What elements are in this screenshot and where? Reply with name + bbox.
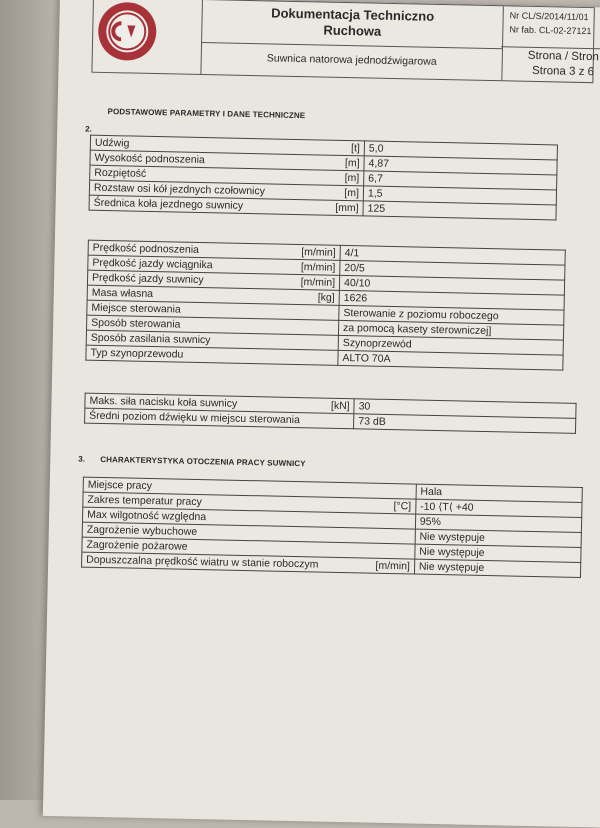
- environment-table: [81, 477, 583, 578]
- param-label: Prędkość podnoszenia: [88, 240, 268, 259]
- param-value: 5,0: [364, 141, 557, 160]
- param-label: Średni poziom dźwięku w miejscu sterowania: [85, 408, 304, 428]
- param-label: Miejsce pracy: [83, 477, 324, 497]
- param-unit: [m/min]: [268, 259, 340, 276]
- param-label: Miejsce sterowania: [87, 300, 267, 319]
- param-unit: [t]: [312, 140, 364, 156]
- section3-number: 3.: [78, 454, 86, 464]
- param-label: Prędkość jazdy suwnicy: [87, 270, 267, 289]
- param-unit: [m/min]: [267, 274, 339, 291]
- header-title-line1: Dokumentacja Techniczno: [271, 5, 435, 24]
- param-value: 1,5: [363, 186, 556, 205]
- param-label: Prędkość jazdy wciągnika: [88, 255, 268, 274]
- param-value: 4,87: [364, 156, 557, 175]
- document-header: [91, 0, 599, 83]
- header-title: [201, 0, 504, 49]
- param-label: Rozpiętość: [90, 165, 312, 185]
- param-label: Maks. siła nacisku koła suwnicy: [85, 393, 304, 413]
- param-label: Sposób zasilania suwnicy: [86, 330, 266, 349]
- param-value: Sterowanie z poziomu roboczego: [339, 305, 564, 325]
- param-label: Typ szynoprzewodu: [86, 345, 266, 364]
- param-label: Zagrożenie pożarowe: [82, 537, 323, 557]
- header-title-line2: Ruchowa: [323, 22, 382, 39]
- param-label: Rozstaw osi kół jezdnych czołownicy: [89, 180, 311, 200]
- param-unit: [kg]: [267, 289, 339, 306]
- param-value: Nie występuje: [415, 544, 581, 562]
- param-unit: [m/min]: [268, 244, 340, 261]
- param-unit: [°C]: [324, 497, 416, 514]
- header-subtitle: Suwnica natorowa jednodźwigarowa: [200, 42, 503, 80]
- basic-params-table: [89, 135, 558, 221]
- param-value: 30: [354, 399, 576, 419]
- doc-number: Nr CL/S/2014/11/01: [509, 10, 589, 23]
- param-label: Dopuszczalna prędkość wiatru w stanie roboczym: [82, 552, 323, 572]
- param-value: Nie występuje: [414, 559, 580, 577]
- load-params-table: [84, 393, 577, 434]
- header-page-info: [500, 48, 600, 83]
- section2-number: 2.: [85, 124, 92, 134]
- param-value: ALTO 70A: [338, 350, 563, 370]
- document-page: [43, 0, 600, 828]
- param-unit: [267, 304, 339, 321]
- param-unit: [kN]: [304, 398, 354, 414]
- param-value: Szynoprzewód: [338, 335, 563, 355]
- page-label: Strona / Stron: [527, 49, 599, 64]
- param-value: 125: [363, 201, 556, 220]
- param-label: Zagrożenie wybuchowe: [82, 522, 323, 542]
- param-label: Wysokość podnoszenia: [90, 150, 312, 170]
- param-value: 4/1: [340, 245, 565, 265]
- fab-number: Nr fab. CL-02-27121: [509, 24, 592, 37]
- param-value: Hala: [416, 484, 582, 502]
- page-of: Strona 3 z 6: [531, 64, 595, 79]
- param-label: Zakres temperatur pracy: [83, 492, 324, 512]
- param-unit: [mm]: [311, 200, 363, 216]
- param-value: 6,7: [364, 171, 557, 190]
- param-label: Masa własna: [87, 285, 267, 304]
- param-label: Średnica koła jezdnego suwnicy: [89, 195, 311, 215]
- param-unit: [266, 334, 338, 351]
- header-doc-numbers: [501, 6, 600, 50]
- param-label: Sposób sterowania: [87, 315, 267, 334]
- param-value: za pomocą kasety sterowniczej]: [338, 320, 563, 340]
- param-value: 95%: [415, 514, 581, 532]
- section2-title: PODSTAWOWE PARAMETRY I DANE TECHNICZNE: [107, 107, 306, 121]
- param-value: 1626: [339, 290, 564, 310]
- param-unit: [m]: [311, 185, 363, 201]
- param-unit: [m]: [312, 170, 364, 186]
- speed-params-table: [85, 240, 565, 371]
- param-value: -10 ⟨T⟨ +40: [416, 499, 582, 517]
- param-unit: [m]: [312, 155, 364, 171]
- section3-title: CHARAKTERYSTYKA OTOCZENIA PRACY SUWNICY: [100, 454, 306, 469]
- param-label: Max wilgotność względna: [82, 507, 323, 527]
- company-logo-icon: [97, 1, 158, 62]
- param-unit: [304, 413, 354, 429]
- param-label: Udźwig: [90, 135, 312, 155]
- param-unit: [m/min]: [322, 557, 414, 574]
- param-value: Nie występuje: [415, 529, 581, 547]
- param-value: 20/5: [340, 260, 565, 280]
- param-value: 40/10: [339, 275, 564, 295]
- param-unit: [266, 319, 338, 336]
- param-value: 73 dB: [354, 414, 576, 434]
- param-unit: [266, 349, 338, 366]
